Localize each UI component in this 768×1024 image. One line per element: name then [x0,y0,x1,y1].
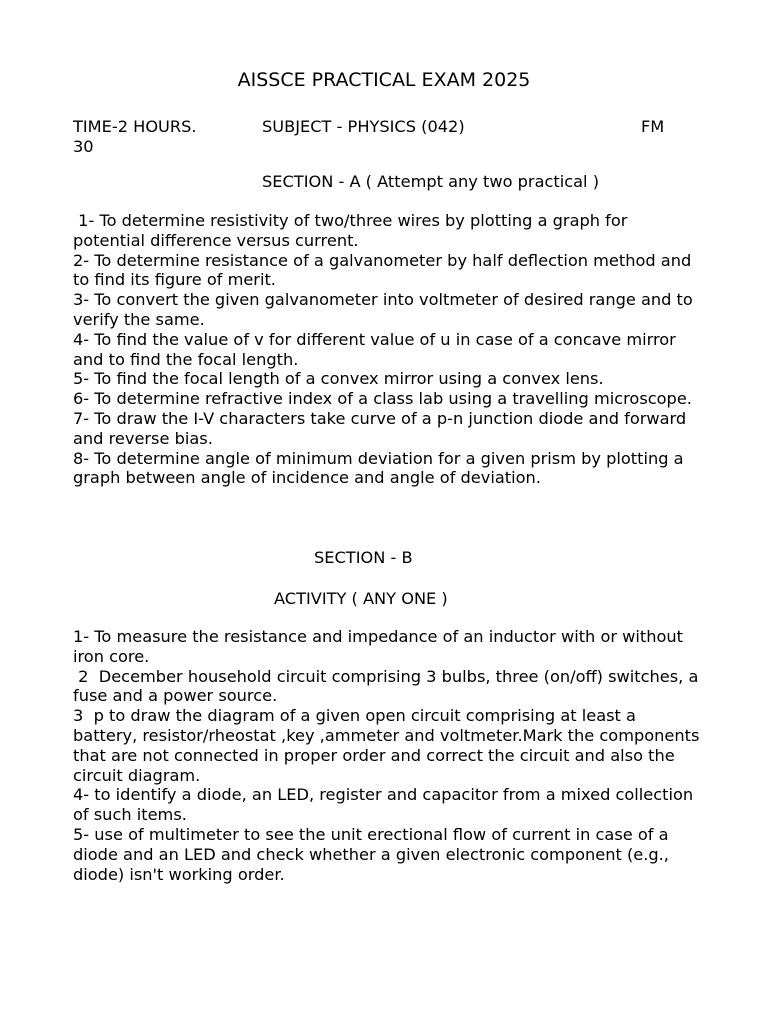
section-a-list [73,211,703,488]
list-item: 2 December household circuit comprising 3 bulbs, three (on/off) switches, a fuse and a power source. [73,666,704,706]
list-item: 8- To determine angle of minimum deviation for a given prism by plotting a graph between angle of incidence and angle of deviation. [73,448,684,488]
list-item: 5- use of multimeter to see the unit erectional flow of current in case of a diode and an LED and check whether a given electronic component (e.g., diode) isn't working order. [73,824,669,884]
list-item: 3 p to draw the diagram of a given open circuit comprising at least a battery, resistor/rheostat ,key ,ammeter and voltmeter.Mark the components that are not connected in proper order and correct the circuit and also the circuit diagram. [73,706,705,785]
list-item: 2- To determine resistance of a galvanometer by half deflection method and to find its figure of merit. [73,250,692,290]
activity-heading: ACTIVITY ( ANY ONE ) [274,589,448,608]
list-item: 4- to identify a diode, an LED, register and capacitor from a mixed collection of such items. [73,785,694,825]
exam-subject: SUBJECT - PHYSICS (042) [262,117,465,136]
list-item: 1- To determine resistivity of two/three wires by plotting a graph for potential difference versus current. [73,211,633,250]
list-item: 4- To find the value of v for different value of u in case of a concave mirror and to find the focal length. [73,329,676,369]
section-b-list [73,627,703,884]
section-a-heading: SECTION - A ( Attempt any two practical ) [262,172,600,191]
exam-time: TIME-2 HOURS. [73,117,197,136]
exam-meta-row [73,117,703,157]
full-marks-label: FM [641,117,665,136]
full-marks-value: 30 [73,137,94,156]
list-item: 5- To find the focal length of a convex mirror using a convex lens. [73,369,604,389]
list-item: 3- To convert the given galvanometer into voltmeter of desired range and to verify the same. [73,290,693,329]
list-item: 7- To draw the I-V characters take curve of a p-n junction diode and forward and reverse bias. [73,408,687,448]
list-item: 6- To determine refractive index of a class lab using a travelling microscope. [73,389,692,409]
section-b-heading: SECTION - B [314,548,413,567]
page-title: AISSCE PRACTICAL EXAM 2025 [237,69,531,91]
list-item: 1- To measure the resistance and impedance of an inductor with or without iron core. [73,627,684,666]
